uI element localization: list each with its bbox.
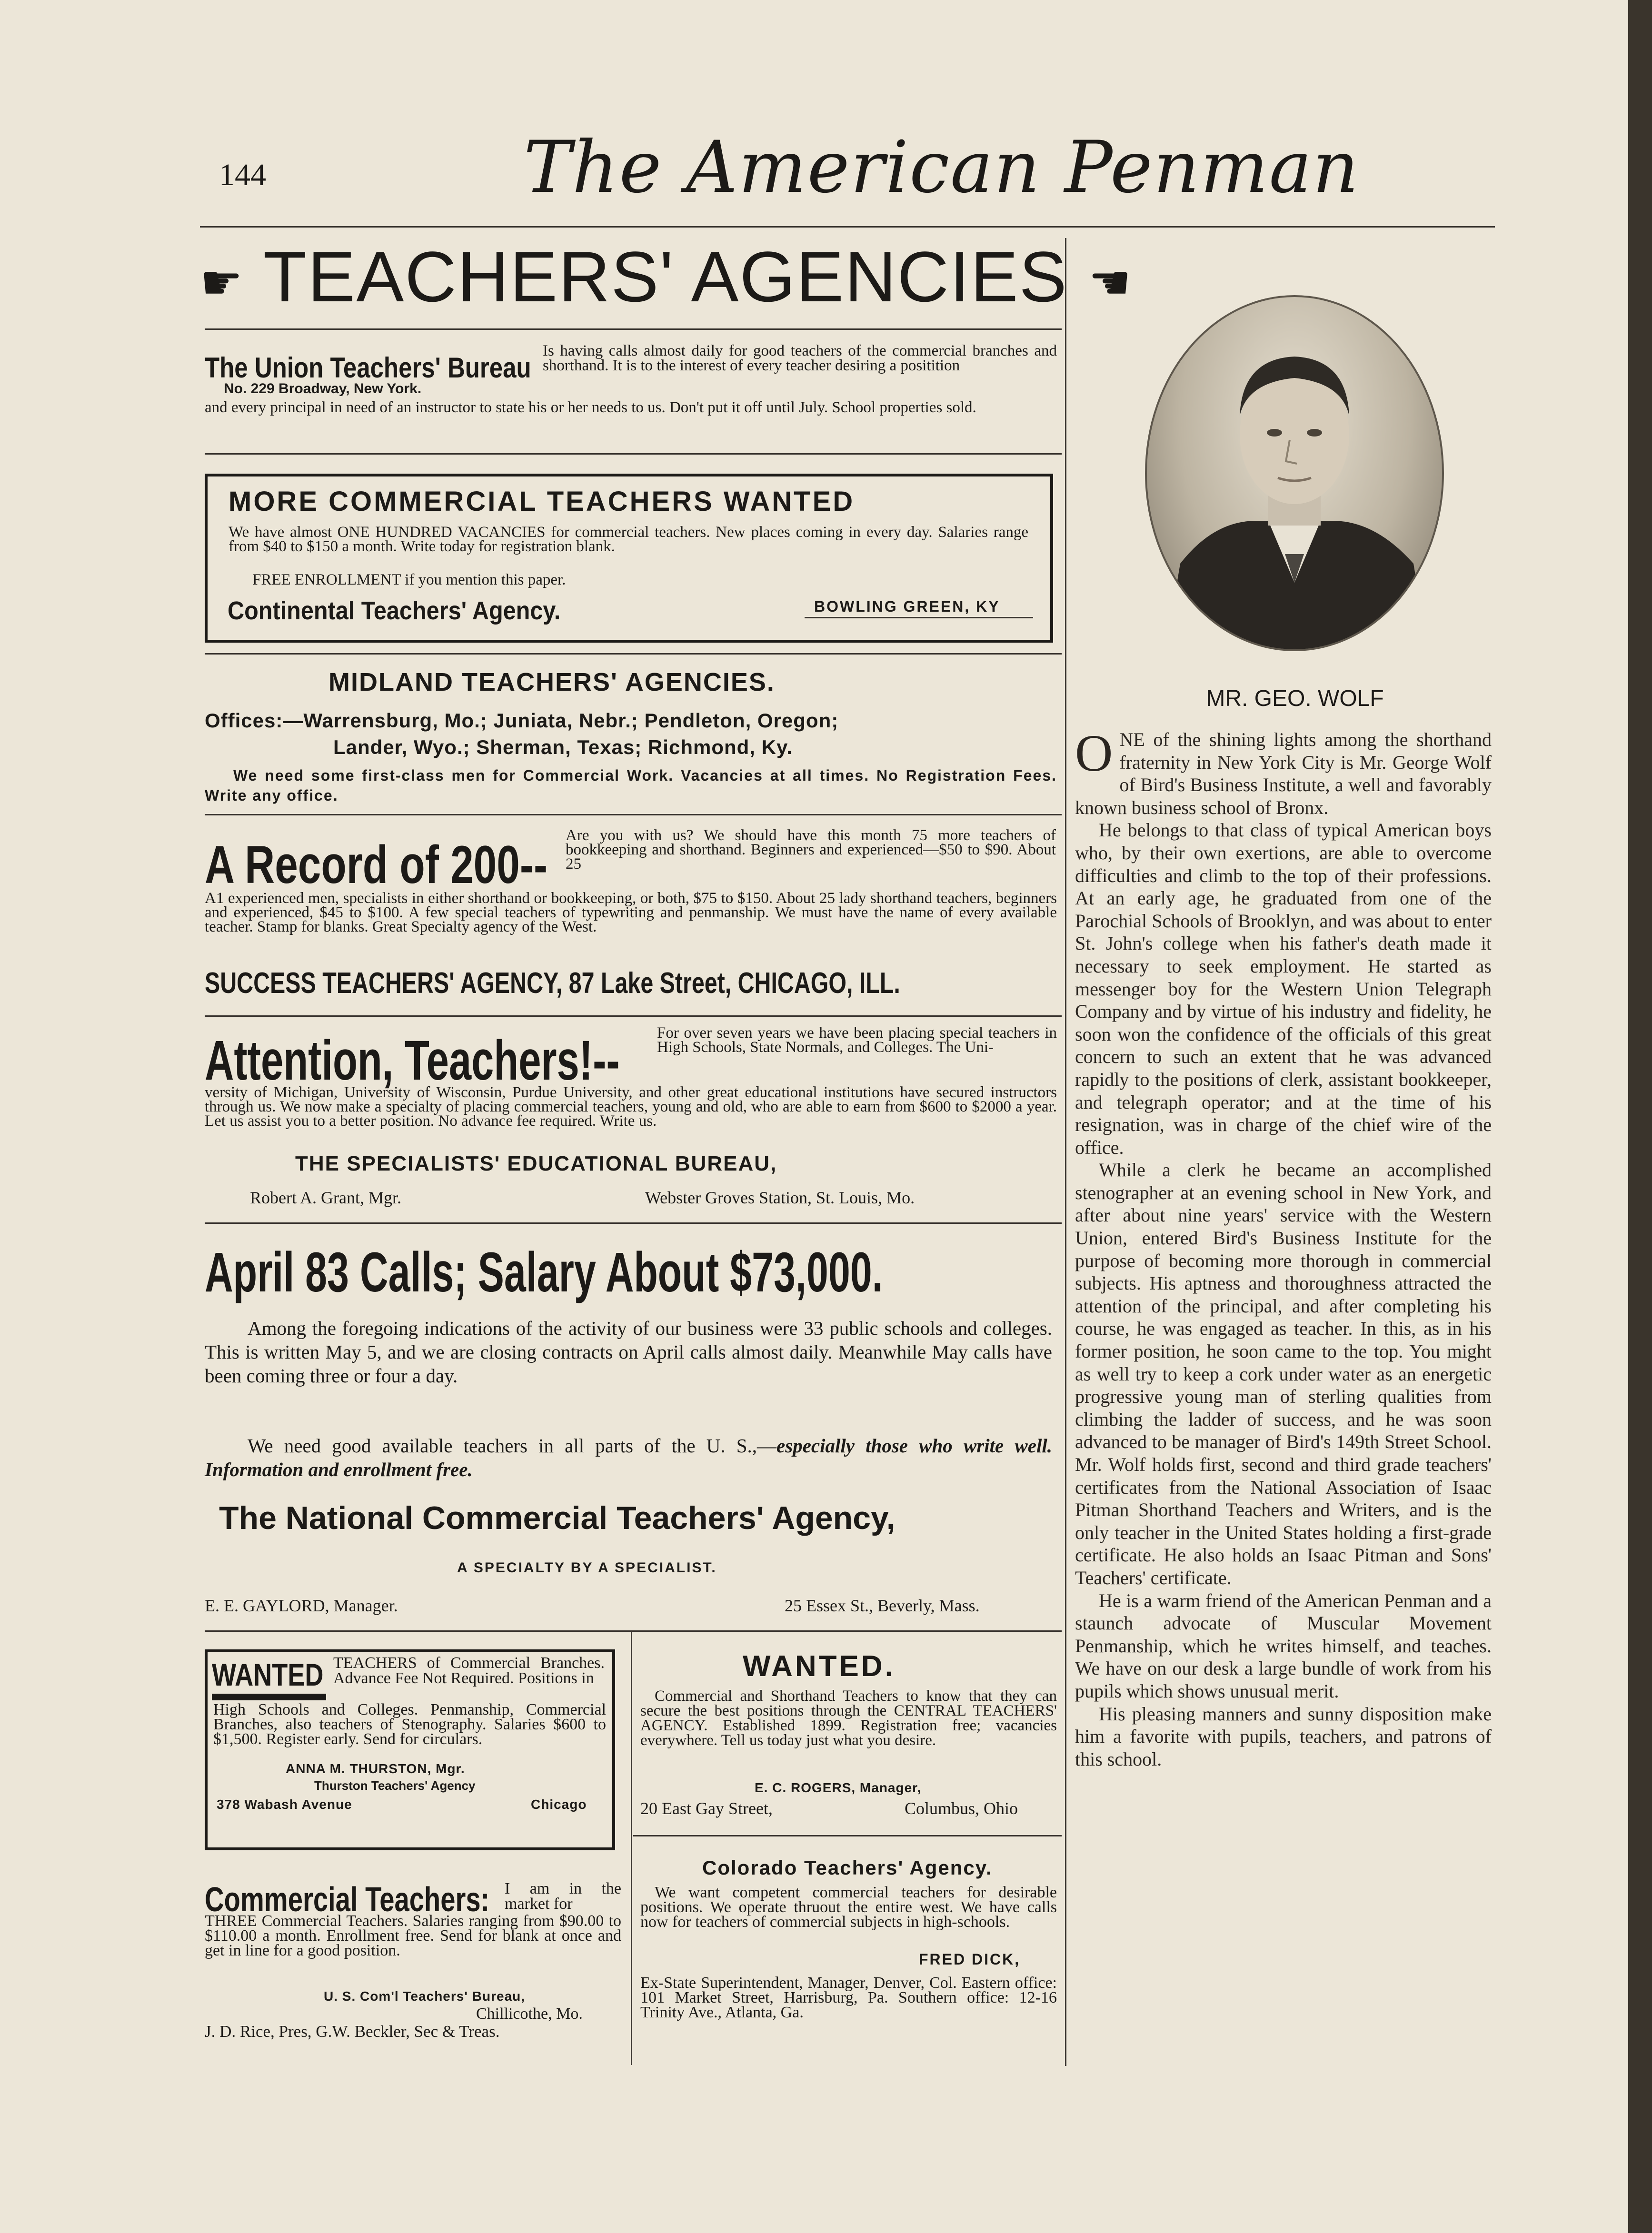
header-rule xyxy=(200,226,1495,228)
colorado-headline: Colorado Teachers' Agency. xyxy=(702,1856,993,1879)
article-paragraph: He belongs to that class of typical American boys who, by their own exertions, are able to overcome difficulties and climb to the top of their professions. At an early age, he graduated from one of the Parochial Schools of Brooklyn, and was about to enter St. John's college when his father's death made it necessary to seek employment. He started as messenger boy for the Western Union Telegraph Company and by virtue of his industry and fidelity, he soon won the confidence of the officials of this great concern to such an extent that he was advanced rapidly to the positions of clerk, assistant bookkeeper, and telegraph operator; and at the time of his resignation, was in charge of the chief wire of the office. xyxy=(1075,819,1492,1158)
continental-location: BOWLING GREEN, KY xyxy=(814,598,1000,615)
rule xyxy=(205,1222,1062,1224)
specialists-side-text: For over seven years we have been placing special teachers in High Schools, State Normals, and Colleges. The Uni- xyxy=(657,1024,1057,1056)
continental-name: Continental Teachers' Agency. xyxy=(228,596,561,625)
portrait-photo xyxy=(1145,295,1444,651)
us-commercial-city: Chillicothe, Mo. xyxy=(476,2005,583,2023)
central-manager: E. C. ROGERS, Manager, xyxy=(755,1780,922,1795)
national-manager: E. E. GAYLORD, Manager. xyxy=(205,1596,398,1615)
us-commercial-headline: Commercial Teachers: xyxy=(205,1881,490,1919)
union-name: The Union Teachers' Bureau xyxy=(205,352,531,384)
article-paragraph: NE of the shining lights among the shorthand fraternity in New York City is Mr. George Wolf of Bird's Business Institute, a well and favorably known business school of Bronx. xyxy=(1075,729,1492,818)
section-title-text: TEACHERS' AGENCIES xyxy=(263,237,1068,317)
continental-free-enrollment: FREE ENROLLMENT if you mention this paper. xyxy=(252,571,566,588)
us-commercial-name: U. S. Com'l Teachers' Bureau, xyxy=(324,1989,526,2004)
us-commercial-body: THREE Commercial Teachers. Salaries ranging from $90.00 to $110.00 a month. Enrollment free. Send for blank at once and get in line for a good position. xyxy=(205,1912,621,1959)
specialists-manager: Robert A. Grant, Mgr. xyxy=(250,1188,401,1207)
specialists-location: Webster Groves Station, St. Louis, Mo. xyxy=(645,1188,915,1207)
central-body: Commercial and Shorthand Teachers to know that they can secure the best positions through the CENTRAL TEACHERS' AGENCY. Established 1899. Registration free; vacancies everywhere. Tell us today just what you desire. xyxy=(640,1687,1057,1749)
thurston-street: 378 Wabash Avenue xyxy=(217,1797,352,1812)
thurston-city: Chicago xyxy=(531,1797,587,1812)
midland-headline: MIDLAND TEACHERS' AGENCIES. xyxy=(328,668,775,696)
thurston-bar xyxy=(212,1694,326,1700)
rule xyxy=(205,453,1062,455)
union-side-text: Is having calls almost daily for good teachers of the commercial branches and shorthand. It is to the interest of every teacher desiring a positition xyxy=(543,342,1057,374)
pointing-hand-icon: ☚ xyxy=(1088,256,1132,309)
national-paragraph-2-emphasis: especially those who write well. Information and enrollment free. xyxy=(205,1435,1052,1480)
central-city: Columbus, Ohio xyxy=(905,1799,1018,1818)
article-body xyxy=(1075,724,1492,1770)
specialists-headline: Attention, Teachers!-- xyxy=(205,1029,620,1092)
rule xyxy=(633,1835,1062,1836)
section-title xyxy=(200,236,1132,318)
colorado-signer: FRED DICK, xyxy=(919,1951,1021,1968)
national-address: 25 Essex St., Beverly, Mass. xyxy=(785,1596,980,1615)
rule xyxy=(205,653,1062,655)
national-headline: April 83 Calls; Salary About $73,000. xyxy=(205,1241,883,1304)
page-number: 144 xyxy=(219,158,266,192)
central-headline: WANTED. xyxy=(743,1650,896,1683)
thurston-manager: ANNA M. THURSTON, Mgr. xyxy=(286,1761,465,1776)
specialists-name: THE SPECIALISTS' EDUCATIONAL BUREAU, xyxy=(295,1152,777,1175)
thurston-wanted: WANTED xyxy=(212,1657,324,1692)
rule xyxy=(205,814,1062,815)
national-name: The National Commercial Teachers' Agency, xyxy=(219,1500,896,1536)
article-paragraph: While a clerk he became an accomplished stenographer at an evening school in New York, and after about nine years' service with the Western Union, entered Bird's Business Institute for the purpose of becoming more thorough in commercial subjects. His aptness and thoroughness attracted the attention of the principal, and after completing his course, he was engaged as teacher. In this, as in his former position, he soon came to the top. You might as well try to keep a cork under water as an energetic progressive young man of sterling qualities from climbing the ladder of success, and he was soon advanced to be manager of Bird's 149th Street School. Mr. Wolf holds first, second and third grade teachers' certificates from the National Association of Isaac Pitman Shorthand Teachers and Writers, and is the only teacher in the United States holding a first-grade certificate. He also holds an Isaac Pitman and Sons' Teachers' certificate. xyxy=(1075,1159,1492,1588)
us-commercial-side-text: I am in the market for xyxy=(505,1880,621,1913)
national-paragraph-1: Among the foregoing indications of the activity of our business were 33 public schools and colleges. This is written May 5, and we are closing contracts on April calls almost daily. Meanwhile May calls have been coming three or four a day. xyxy=(205,1317,1052,1387)
scan-edge xyxy=(1628,0,1652,2233)
national-paragraph-2 xyxy=(205,1434,1052,1481)
article-paragraph: His pleasing manners and sunny disposition make him a favorite with pupils, teachers, and patrons of this school. xyxy=(1075,1703,1492,1770)
rule xyxy=(205,1015,1062,1017)
national-paragraph-2-text: We need good available teachers in all parts of the U. S.,— xyxy=(248,1435,777,1457)
success-body: A1 experienced men, specialists in either shorthand or bookkeeping, or both, $75 to $150. About 25 lady shorthand teachers, beginners and experienced, $45 to $100. A few special teachers of typewriting and penmanship. We must have the name of every available teacher. Stamp for blanks. Great Specialty agency of the West. xyxy=(205,890,1057,935)
us-commercial-officers: J. D. Rice, Pres, G.W. Beckler, Sec & Treas. xyxy=(205,2022,500,2041)
continental-headline: MORE COMMERCIAL TEACHERS WANTED xyxy=(229,486,855,517)
masthead-title: The American Penman xyxy=(524,126,1360,209)
success-headline: A Record of 200-- xyxy=(205,835,548,894)
union-address: No. 229 Broadway, New York. xyxy=(224,381,422,397)
thurston-body: High Schools and Colleges. Penmanship, Commercial Branches, also teachers of Stenography. Salaries $600 to $1,500. Register early. Send for circulars. xyxy=(213,1701,606,1748)
midland-offices-line2: Lander, Wyo.; Sherman, Texas; Richmond, Ky. xyxy=(333,736,793,758)
colorado-body: We want competent commercial teachers for desirable positions. We operate thruout the entire west. We have calls now for teachers of commercial subjects in high-schools. xyxy=(640,1884,1057,1931)
thurston-side-text: TEACHERS of Commercial Branches. Advance Fee Not Required. Positions in xyxy=(333,1654,605,1687)
midland-offices-line1: Offices:—Warrensburg, Mo.; Juniata, Nebr.; Pendleton, Oregon; xyxy=(205,709,839,732)
rule xyxy=(205,328,1062,330)
column-divider xyxy=(1065,238,1066,2066)
article-caption: MR. GEO. WOLF xyxy=(1206,686,1384,711)
success-side-text: Are you with us? We should have this month 75 more teachers of bookkeeping and shorthand. Beginners and experienced—$50 to $90. About 25 xyxy=(566,827,1056,873)
central-street: 20 East Gay Street, xyxy=(640,1799,773,1818)
article-paragraph: He is a warm friend of the American Penman and a staunch advocate of Muscular Movement Penmanship, which he writes himself, and teaches. We have on our desk a large bundle of work from his pupils which shows unusual merit. xyxy=(1075,1589,1492,1702)
thurston-name: Thurston Teachers' Agency xyxy=(314,1778,476,1793)
inner-divider xyxy=(631,1632,632,2065)
midland-notice: We need some first-class men for Commercial Work. Vacancies at all times. No Registration Fees. Write any office. xyxy=(205,767,1057,804)
continental-body: We have almost ONE HUNDRED VACANCIES for commercial teachers. New places coming in every day. Salaries range from $40 to $150 a month. Write today for registration blank. xyxy=(229,524,1028,555)
rule xyxy=(205,1630,1062,1632)
pointing-hand-icon: ☛ xyxy=(200,256,244,309)
portrait-figure xyxy=(1147,297,1442,649)
colorado-signer-detail: Ex-State Superintendent, Manager, Denver, Col. Eastern office: 101 Market Street, Harrisburg, Pa. Southern office: 12-16 Trinity Ave., Atlanta, Ga. xyxy=(640,1974,1057,2021)
article-drop-cap: O xyxy=(1075,724,1113,782)
national-tagline: A SPECIALTY BY A SPECIALIST. xyxy=(457,1560,717,1576)
specialists-body: versity of Michigan, University of Wisconsin, Purdue University, and other great educational institutions have secured instructors through us. We now make a specialty of placing commercial teachers, young and old, who are able to earn from $600 to $2000 a year. Let us assist you to a better position. No advance fee required. Write us. xyxy=(205,1084,1057,1130)
rule xyxy=(805,617,1033,618)
success-footer: SUCCESS TEACHERS' AGENCY, 87 Lake Street, CHICAGO, ILL. xyxy=(205,967,900,1000)
union-body: and every principal in need of an instructor to state his or her needs to us. Don't put it off until July. School properties sold. xyxy=(205,399,976,416)
